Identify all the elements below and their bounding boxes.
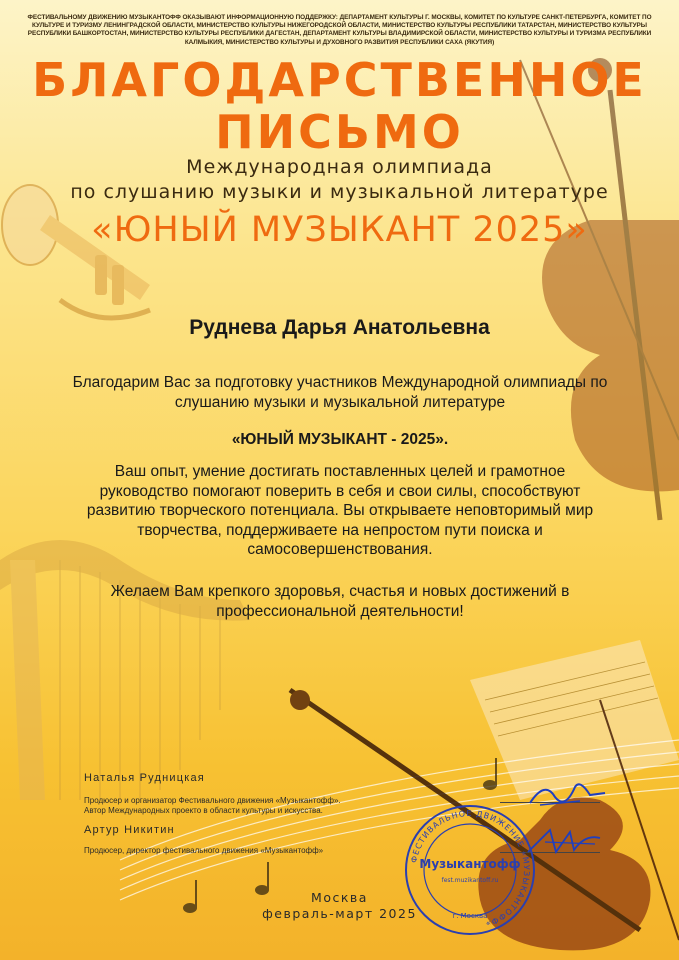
title-line-1: БЛАГОДАРСТВЕННОЕ <box>32 53 647 107</box>
date: февраль-март 2025 <box>262 906 417 921</box>
title-line-2: ПИСЬМО <box>215 105 464 159</box>
recipient-name: Руднева Дарья Анатольевна <box>189 316 490 339</box>
subtitle-line-2: по слушанию музыки и музыкальной литературе <box>70 181 609 203</box>
body-paragraph-2: «ЮНЫЙ МУЗЫКАНТ - 2025». <box>231 431 449 448</box>
signatory-2-role-1: Продюсер, директор фестивального движения «Музыкантофф» <box>84 846 324 855</box>
signatory-1-name: Наталья Рудницкая <box>84 772 205 784</box>
harp-illustration <box>0 540 250 800</box>
body-paragraph-3: Ваш опыт, умение достигать поставленных целей и грамотное руководство помогают поверить в себя и свои силы, способствуют развитию творческого потенциала. Вы открываете неповторимый мир творчества, поддерживаете на непростом пути поиска и самосовершенствования. <box>86 463 594 558</box>
body-paragraph-1: Благодарим Вас за подготовку участников Международной олимпиады по слушанию музыки и музыкальной литературе <box>72 374 608 411</box>
svg-text:ФЕСТИВАЛЬНОЕ ДВИЖЕНИЕ «МУЗЫКАН: ФЕСТИВАЛЬНОЕ ДВИЖЕНИЕ «МУЗЫКАНТОФФ» <box>409 808 532 929</box>
support-notice: ФЕСТИВАЛЬНОМУ ДВИЖЕНИЮ МУЗЫКАНТОФФ ОКАЗЫВАЮТ ИНФОРМАЦИОННУЮ ПОДДЕРЖКУ: ДЕПАРТАМЕНТ КУЛЬТУРЫ Г. МОСКВЫ, КОМИТЕТ ПО КУЛЬТУРЕ САНКТ-ПЕТЕРБУРГА, КОМИТЕТ ПО КУЛЬТУРЕ И ТУРИЗМУ ЛЕНИНГРАДСКОЙ ОБЛАСТИ, МИНИСТЕРСТВО КУЛЬТУРЫ НИЖЕГОРОДСКОЙ ОБЛАСТИ, МИНИСТЕРСТВО КУЛЬТУРЫ РЕСПУБЛИКИ ТАТАРСТАН, МИНИСТЕРСТВО КУЛЬТУРЫ РЕСПУБЛИКИ БАШКОРТОСТАН, МИНИСТЕРСТВО КУЛЬТУРЫ РЕСПУБЛИКИ ДАГЕСТАН, ДЕПАРТАМЕНТ КУЛЬТУРЫ ВЛАДИМИРСКОЙ ОБЛАСТИ, МИНИСТЕРСТВО КУЛЬТУРЫ И ТУРИЗМА РЕСПУБЛИКИ КАЛМЫКИЯ, МИНИСТЕРСТВО КУЛЬТУРЫ И ДУХОВНОГО РАЗВИТИЯ РЕСПУБЛИКИ САХА (ЯКУТИЯ) <box>27 14 652 46</box>
body-paragraph-4: Желаем Вам крепкого здоровья, счастья и новых достижений в профессиональной деятельности! <box>110 583 570 620</box>
subtitle-line-1: Международная олимпиада <box>186 156 493 178</box>
signatory-1-role-1: Продюсер и организатор Фестивального движения «Музыкантофф». <box>84 796 341 805</box>
trumpet-illustration <box>2 185 150 318</box>
city: Москва <box>311 890 368 905</box>
svg-text:Музыкантофф: Музыкантофф <box>419 857 521 871</box>
svg-text:г. Москва: г. Москва <box>452 912 488 920</box>
signatory-1-role-2: Автор Международных проекто в области культуры и искусства. <box>84 806 323 815</box>
svg-text:fest.muzikantoff.ru: fest.muzikantoff.ru <box>441 877 499 884</box>
contest-title: «ЮНЫЙ МУЗЫКАНТ 2025» <box>91 210 588 250</box>
signatory-2-name: Артур Никитин <box>84 824 175 836</box>
